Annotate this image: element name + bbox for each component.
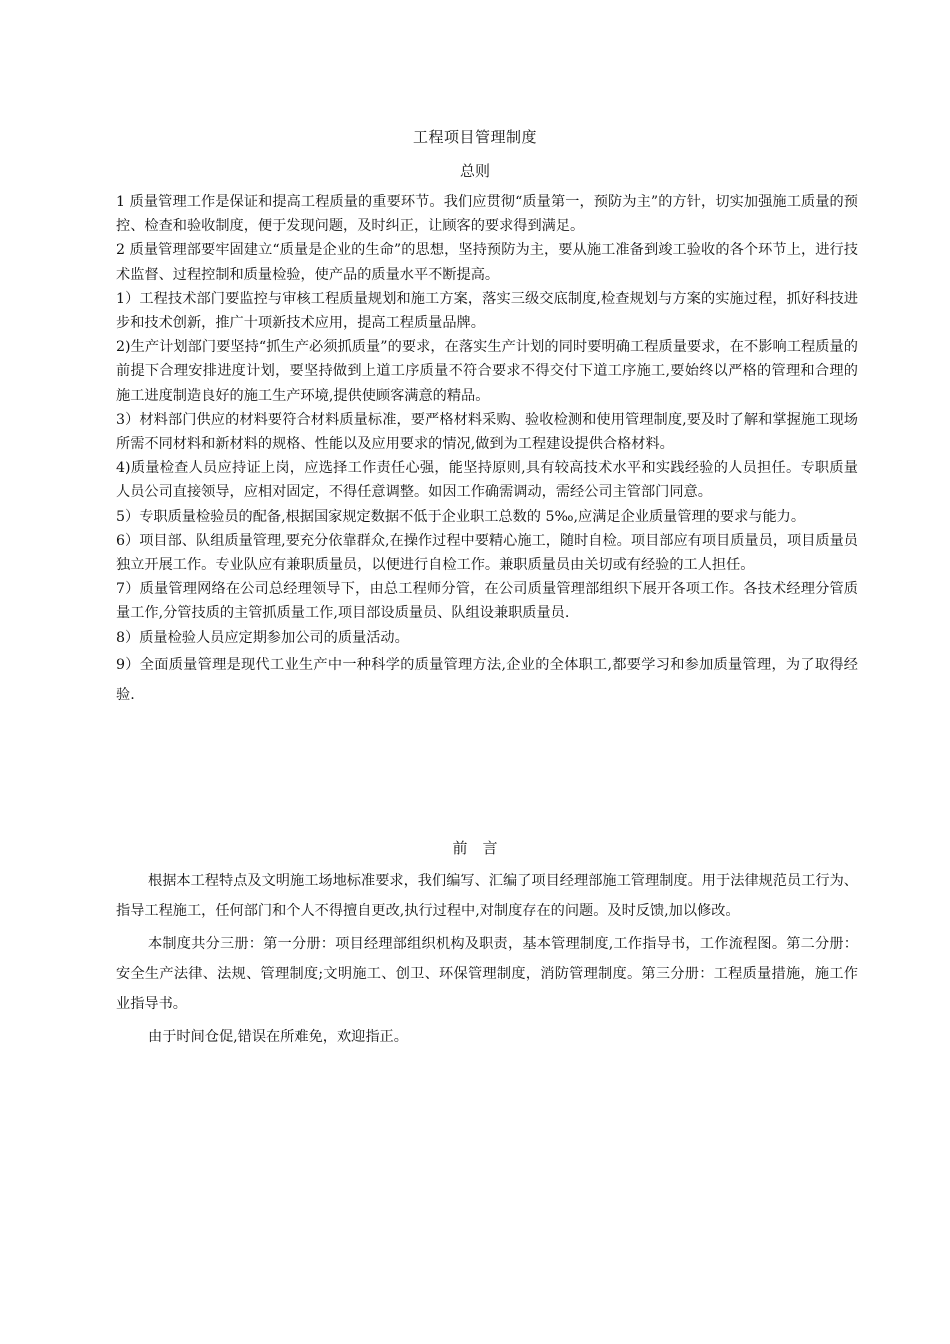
section-title-general: 总则	[459, 162, 490, 180]
paragraph-9: 7）质量管理网络在公司总经理领导下，由总工程师分管，在公司质量管理部组织下展开各项工作。各技术经理分管质量工作,分管技质的主管抓质量工作,项目部设质量员、队组设兼职质量员.	[116, 581, 858, 622]
preface-paragraph-3: 由于时间仓促,错误在所难免，欢迎指正。	[148, 1029, 408, 1045]
paragraph-10: 8）质量检验人员应定期参加公司的质量活动。	[116, 629, 409, 646]
paragraph-6: 4)质量检查人员应持证上岗，应选择工作责任心强，能坚持原则,具有较高技术水平和实践经验的人员担任。专职质量人员公司直接领导，应相对固定，不得任意调整。如因工作确需调动，需经公司主管部门同意。	[116, 460, 858, 501]
paragraph-2: 2 质量管理部要牢固建立“质量是企业的生命”的思想，坚持预防为主，要从施工准备到竣工验收的各个环节上，进行技术监督、过程控制和质量检验，使产品的质量水平不断提高。	[116, 242, 858, 283]
preface-paragraph-2: 本制度共分三册：第一分册：项目经理部组织机构及职责，基本管理制度,工作指导书，工作流程图。第二分册：安全生产法律、法规、管理制度;文明施工、创卫、环保管理制度，消防管理制度。第三分册：工程质量措施，施工作业指导书。	[116, 936, 858, 1012]
paragraph-4: 2)生产计划部门要坚持“抓生产必须抓质量”的要求，在落实生产计划的同时要明确工程质量要求，在不影响工程质量的前提下合理安排进度计划，要坚持做到上道工序质量不符合要求不得交付下道工序施工,要始终以严格的管理和合理的施工进度制造良好的施工生产环境,提供使顾客满意的精品。	[116, 339, 858, 404]
preface-body	[116, 866, 858, 1055]
general-rules-body	[116, 190, 858, 710]
paragraph-11: 9）全面质量管理是现代工业生产中一种科学的质量管理方法,企业的全体职工,都要学习和参加质量管理，为了取得经验.	[116, 656, 858, 703]
paragraph-8: 6）项目部、队组质量管理,要充分依靠群众,在操作过程中要精心施工，随时自检。项目部应有项目质量员，项目质量员独立开展工作。专业队应有兼职质量员，以便进行自检工作。兼职质量员由关切或有经验的工人担任。	[116, 532, 858, 574]
paragraph-7: 5）专职质量检验员的配备,根据国家规定数据不低于企业职工总数的 5‰,应满足企业质量管理的要求与能力。	[116, 508, 806, 525]
document-title: 工程项目管理制度	[412, 128, 537, 146]
paragraph-5: 3）材料部门供应的材料要符合材料质量标准，要严格材料采购、验收检测和使用管理制度,要及时了解和掌握施工现场所需不同材料和新材料的规格、性能以及应用要求的情况,做到为工程建设提供合格材料。	[116, 411, 858, 453]
paragraph-1: 1 质量管理工作是保证和提高工程质量的重要环节。我们应贯彻“质量第一，预防为主”的方针，切实加强施工质量的预控、检查和验收制度，便于发现问题，及时纠正，让顾客的要求得到满足。	[116, 194, 858, 235]
preface-title: 前 言	[452, 839, 498, 857]
preface-paragraph-1: 根据本工程特点及文明施工场地标准要求，我们编写、汇编了项目经理部施工管理制度。用于法律规范员工行为、指导工程施工，任何部门和个人不得擅自更改,执行过程中,对制度存在的问题。及时反馈,加以修改。	[116, 873, 858, 919]
paragraph-3: 1）工程技术部门要监控与审核工程质量规划和施工方案，落实三级交底制度,检查规划与方案的实施过程，抓好科技进步和技术创新，推广十项新技术应用，提高工程质量品牌。	[116, 290, 858, 332]
